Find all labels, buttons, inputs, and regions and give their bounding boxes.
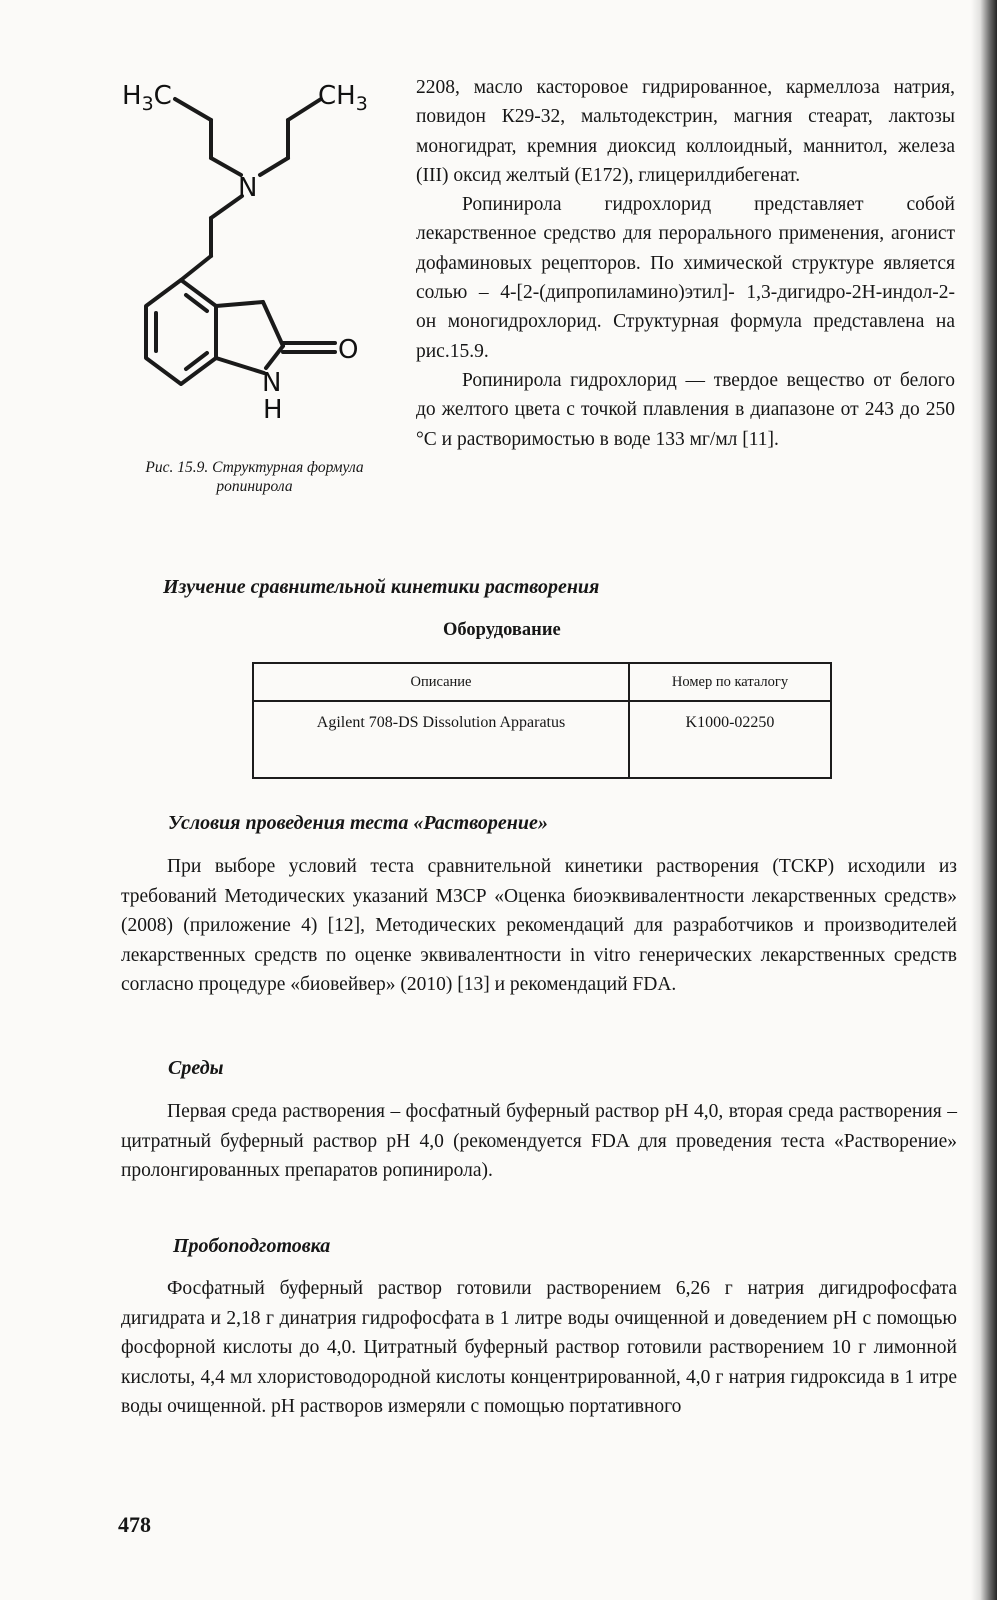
paragraph-sample-preparation: Фосфатный буферный раствор готовили растворением 6,26 г натрия дигидрофосфата дигидрата и 2,18 г динатрия гидрофосфата в 1 литре воды очищенной и доведением рН с помощью фосфорной кислоты до 4,0. Цитратный буферный раствор готовили растворением 10 г лимонной кислоты, 4,4 мл хлористоводородной кислоты концентрированной, 4,0 г натрия гидроксида в 1 итре воды очищенной. рН растворов измеряли с помощью портативного	[121, 1278, 957, 1417]
nh-nitrogen-label: N	[262, 368, 282, 398]
bond-left-n	[211, 158, 241, 175]
cell-catalog-number: K1000-02250	[629, 701, 831, 778]
ch3-right-label: $CH_3$	[318, 81, 368, 115]
heading-media: Среды	[168, 1057, 224, 1079]
equipment-table	[252, 662, 832, 779]
page-number: 478	[118, 1512, 151, 1537]
bond-carbonyl-nh	[266, 346, 283, 368]
cell-apparatus-name: Agilent 708-DS Dissolution Apparatus	[253, 701, 629, 778]
ropinirole-structure-diagram	[108, 68, 398, 488]
nitrogen-label: N	[238, 173, 258, 203]
paragraph-excipients: 2208, масло касторовое гидрированное, кармеллоза натрия, повидон К29-32, мальтодекстрин, магния стеарат, лактозы моногидрат, кремния диоксид коллоидный, маннитол, железа (III) оксид желтый (Е172), глицерилдибегенат.	[416, 77, 955, 186]
paragraph-description: Ропинирола гидрохлорид представляет собой лекарственное средство для перорального применения, агонист дофаминовых рецепторов. По химической структуре является солью – 4-[2-(дипропиламино)этил]- 1,3-дигидро-2Н-индол-2-он моногидрохлорид. Структурная формула представлена на рис.15.9.	[416, 194, 955, 362]
paragraph-media: Первая среда растворения – фосфатный буферный раствор рН 4,0, вторая среда растворения – цитратный буферный раствор рН 4,0 (рекомендуется FDA для проведения теста «Растворение» пролонгированных препаратов ропинирола).	[121, 1101, 957, 1181]
heading-dissolution-kinetics: Изучение сравнительной кинетики растворения	[163, 576, 600, 598]
column-header-catalog-number: Номер по каталогу	[629, 663, 831, 701]
ch3-left-label: $H_3C$	[122, 81, 172, 115]
bond-ring-ch2	[216, 302, 263, 306]
bond-ethyl-ring	[181, 256, 211, 280]
nh-hydrogen-label: H	[263, 395, 283, 425]
table-row	[253, 701, 831, 778]
bond-ring-nh	[216, 358, 264, 373]
bond-right-ch3	[288, 99, 321, 120]
oxygen-label: O	[338, 335, 359, 365]
scan-page-edge-shadow	[971, 0, 997, 1600]
bond-left-ch3	[175, 99, 211, 120]
table-title-equipment: Оборудование	[443, 620, 561, 640]
bond-right-n	[260, 158, 288, 175]
paragraph-properties: Ропинирола гидрохлорид — твердое вещество от белого до желтого цвета с точкой плавления в диапазоне от 243 до 250 °С и растворимостью в воде 133 мг/мл [11].	[416, 369, 955, 450]
heading-sample-preparation: Пробоподготовка	[173, 1235, 331, 1257]
table-header-row	[253, 663, 831, 701]
paragraph-test-conditions: При выборе условий теста сравнительной кинетики растворения (ТСКР) исходили из требований Методических указаний МЗСР «Оценка биоэквивалентности лекарственных средств» (2008) (приложение 4) [12], Методических рекомендаций для разработчиков и производителей лекарственных средств по оценке эквивалентности in vitro генерических лекарственных средств согласно процедуре «биовейвер» (2010) [13] и рекомендаций FDA.	[121, 856, 957, 995]
column-header-description: Описание	[253, 663, 629, 701]
right-column-text	[416, 73, 955, 454]
figure-caption: Рис. 15.9. Структурная формула ропинирола	[145, 459, 364, 495]
structural-formula-figure	[108, 68, 398, 488]
heading-test-conditions: Условия проведения теста «Растворение»	[168, 812, 548, 834]
bond-ch2-carbonyl	[263, 302, 283, 346]
